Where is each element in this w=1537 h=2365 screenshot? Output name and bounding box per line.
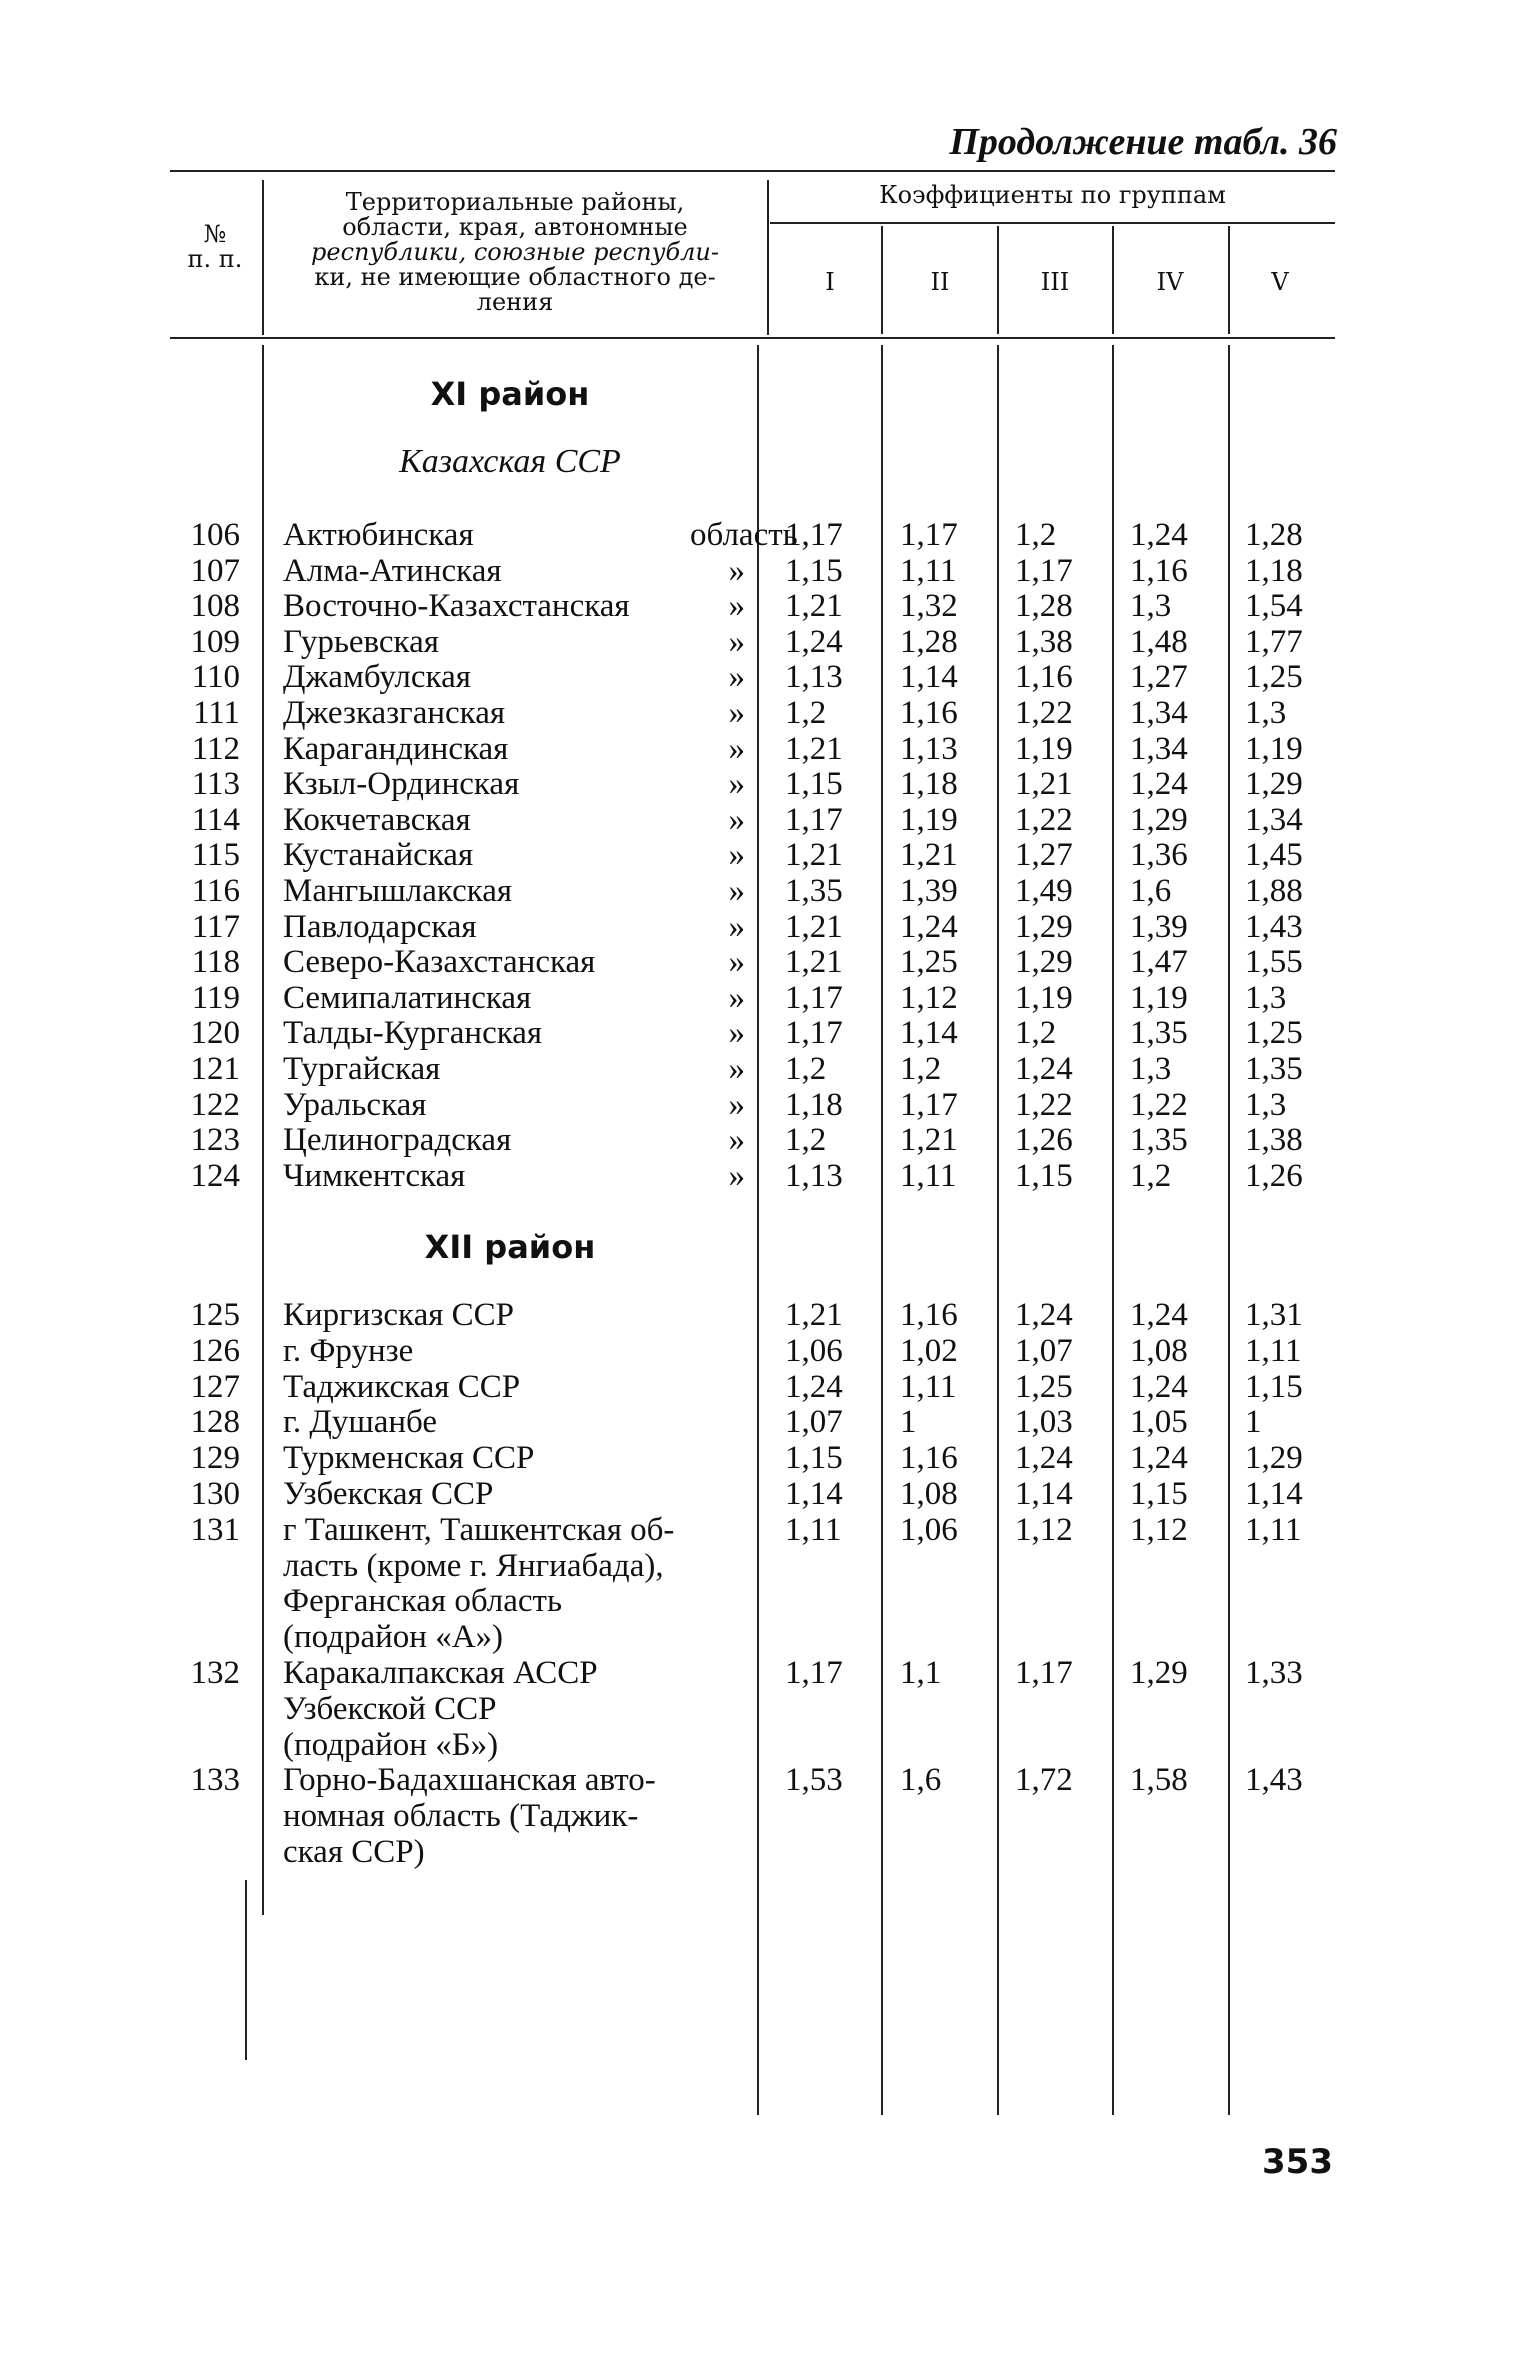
- coef-cell: 1,39: [900, 873, 958, 909]
- row-number: 133: [190, 1762, 240, 1798]
- coef-cell: 1,11: [900, 1369, 957, 1405]
- coef-cell: 1,24: [1015, 1440, 1073, 1476]
- header-coefficients: Коэффициенты по группам: [879, 181, 1226, 209]
- row-suffix: »: [728, 659, 745, 695]
- row-name: Восточно-Казахстанская: [283, 588, 630, 624]
- coef-cell: 1,24: [1015, 1051, 1073, 1087]
- header-group-5: V: [1271, 268, 1289, 296]
- coef-cell: 1,16: [900, 1440, 958, 1476]
- row-name: Актюбинская: [283, 517, 474, 553]
- row-name: Чимкентская: [283, 1158, 466, 1194]
- header-num-line2: п. п.: [187, 245, 243, 273]
- row-number: 128: [190, 1404, 240, 1440]
- header-vline-6: [1228, 226, 1230, 334]
- row-suffix: »: [728, 766, 745, 802]
- row-suffix: »: [728, 837, 745, 873]
- row-name: Семипалатинская: [283, 980, 532, 1016]
- row-name: Северо-Казахстанская: [283, 944, 596, 980]
- row-number: 116: [191, 873, 240, 909]
- row-name: Джамбулская: [283, 659, 471, 695]
- coef-cell: 1,14: [1245, 1476, 1303, 1512]
- coef-cell: 1,11: [900, 553, 957, 589]
- row-name-line: Таджикская ССР: [283, 1369, 521, 1405]
- coef-cell: 1,43: [1245, 909, 1303, 945]
- coef-cell: 1,27: [1015, 837, 1073, 873]
- row-name: Уральская: [283, 1087, 427, 1123]
- coef-cell: 1,3: [1245, 1087, 1287, 1123]
- coef-cell: 1,25: [1245, 1015, 1303, 1051]
- header-territory-line4: ки, не имеющие областного де-: [314, 263, 716, 291]
- coef-cell: 1,2: [1015, 1015, 1057, 1051]
- row-name-line: г. Фрунзе: [283, 1333, 414, 1369]
- row-name: Кокчетавская: [283, 802, 471, 838]
- coef-cell: 1,19: [1130, 980, 1188, 1016]
- row-name-line: Узбекская ССР: [283, 1476, 494, 1512]
- row-name: Кзыл-Ординская: [283, 766, 520, 802]
- row-name-line: (подрайон «А»): [283, 1619, 504, 1655]
- header-vline-1: [262, 180, 264, 335]
- row-name: Гурьевская: [283, 624, 439, 660]
- row-number: 129: [190, 1440, 240, 1476]
- row-name: Алма-Атинская: [283, 553, 502, 589]
- header-territory-line2: области, края, автономные: [342, 213, 688, 241]
- row-name: Джезказганская: [283, 695, 506, 731]
- coef-cell: 1,17: [900, 1087, 958, 1123]
- row-suffix: »: [728, 1158, 745, 1194]
- header-territory: [265, 190, 765, 315]
- coef-cell: 1,3: [1130, 1051, 1172, 1087]
- row-number: 123: [190, 1122, 240, 1158]
- coef-cell: 1,15: [785, 553, 843, 589]
- body-vline-5: [1112, 345, 1114, 2115]
- row-number: 118: [191, 944, 240, 980]
- coef-cell: 1,17: [1015, 1655, 1073, 1691]
- row-number: 107: [190, 553, 240, 589]
- coef-cell: 1,21: [785, 588, 843, 624]
- row-number: 131: [190, 1512, 240, 1548]
- header-group-1: I: [825, 268, 835, 296]
- coef-cell: 1,34: [1130, 731, 1188, 767]
- coef-cell: 1,24: [1130, 517, 1188, 553]
- row-number: 111: [192, 695, 240, 731]
- coef-cell: 1,26: [1245, 1158, 1303, 1194]
- coef-cell: 1,54: [1245, 588, 1303, 624]
- coef-cell: 1,24: [1130, 1440, 1188, 1476]
- coef-cell: 1,24: [900, 909, 958, 945]
- coef-cell: 1,11: [785, 1512, 842, 1548]
- body-vline-1: [262, 345, 264, 1915]
- coef-cell: 1,53: [785, 1762, 843, 1798]
- coef-cell: 1,11: [1245, 1512, 1302, 1548]
- coef-cell: 1,16: [900, 695, 958, 731]
- coef-cell: 1,05: [1130, 1404, 1188, 1440]
- page-number: 353: [1262, 2142, 1333, 2182]
- coef-cell: 1,18: [785, 1087, 843, 1123]
- header-bottom-rule: [170, 337, 1335, 339]
- row-number: 114: [191, 802, 240, 838]
- coef-cell: 1,13: [785, 1158, 843, 1194]
- coef-cell: 1,45: [1245, 837, 1303, 873]
- coef-cell: 1,19: [1015, 980, 1073, 1016]
- row-name-line: г. Душанбе: [283, 1404, 438, 1440]
- coef-cell: 1,58: [1130, 1762, 1188, 1798]
- row-suffix: »: [728, 1051, 745, 1087]
- coef-cell: 1,25: [1015, 1369, 1073, 1405]
- row-name: Кустанайская: [283, 837, 474, 873]
- header-num: [170, 222, 260, 272]
- coef-cell: 1,21: [900, 837, 958, 873]
- coef-cell: 1,6: [1130, 873, 1172, 909]
- row-name-line: Ферганская область: [283, 1583, 563, 1619]
- coef-cell: 1,21: [785, 837, 843, 873]
- coef-cell: 1,24: [1130, 766, 1188, 802]
- coef-cell: 1,17: [900, 517, 958, 553]
- header-vline-5: [1112, 226, 1114, 334]
- coef-cell: 1,15: [1130, 1476, 1188, 1512]
- header-territory-line3: республики, союзные республи-: [311, 238, 719, 266]
- coef-cell: 1,2: [785, 695, 827, 731]
- coef-cell: 1,29: [1130, 1655, 1188, 1691]
- coef-cell: 1,48: [1130, 624, 1188, 660]
- coef-cell: 1,11: [1245, 1333, 1302, 1369]
- header-top-rule: [170, 170, 1335, 172]
- row-name-line: (подрайон «Б»): [283, 1727, 499, 1763]
- coef-cell: 1,15: [1015, 1158, 1073, 1194]
- coef-cell: 1: [900, 1404, 917, 1440]
- coef-cell: 1,77: [1245, 624, 1303, 660]
- coef-cell: 1,88: [1245, 873, 1303, 909]
- coef-cell: 1,21: [900, 1122, 958, 1158]
- coef-cell: 1,17: [785, 980, 843, 1016]
- body-vline-4: [997, 345, 999, 2115]
- coef-cell: 1,2: [785, 1122, 827, 1158]
- row-number: 106: [190, 517, 240, 553]
- row-name-line: ласть (кроме г. Янгиабада),: [283, 1548, 664, 1584]
- row-name-line: Узбекской ССР: [283, 1691, 497, 1727]
- row-number: 113: [191, 766, 240, 802]
- coef-cell: 1,16: [900, 1297, 958, 1333]
- row-name: Талды-Курганская: [283, 1015, 543, 1051]
- coef-cell: 1,29: [1015, 944, 1073, 980]
- coef-cell: 1,19: [900, 802, 958, 838]
- row-suffix: »: [728, 802, 745, 838]
- row-number: 112: [191, 731, 240, 767]
- row-suffix: »: [728, 873, 745, 909]
- row-name-line: Горно-Бадахшанская авто-: [283, 1762, 656, 1798]
- coef-cell: 1,03: [1015, 1404, 1073, 1440]
- row-name-line: ская ССР): [283, 1834, 425, 1870]
- coef-cell: 1,02: [900, 1333, 958, 1369]
- coef-cell: 1,3: [1245, 980, 1287, 1016]
- header-vline-3: [881, 226, 883, 334]
- coef-cell: 1,26: [1015, 1122, 1073, 1158]
- coef-cell: 1,18: [1245, 553, 1303, 589]
- coef-cell: 1,34: [1245, 802, 1303, 838]
- coef-cell: 1,21: [785, 1297, 843, 1333]
- coef-cell: 1,17: [1015, 553, 1073, 589]
- row-name-line: Киргизская ССР: [283, 1297, 515, 1333]
- row-number: 120: [190, 1015, 240, 1051]
- coef-cell: 1,25: [1245, 659, 1303, 695]
- coef-cell: 1,24: [785, 624, 843, 660]
- coef-cell: 1,25: [900, 944, 958, 980]
- coef-cell: 1,14: [1015, 1476, 1073, 1512]
- coef-cell: 1,24: [1130, 1297, 1188, 1333]
- coef-cell: 1,27: [1130, 659, 1188, 695]
- row-suffix: область: [690, 517, 798, 553]
- coef-cell: 1,18: [900, 766, 958, 802]
- row-suffix: »: [728, 1122, 745, 1158]
- row-number: 110: [191, 659, 240, 695]
- coef-cell: 1,38: [1245, 1122, 1303, 1158]
- coef-cell: 1,17: [785, 802, 843, 838]
- coef-cell: 1,14: [785, 1476, 843, 1512]
- coef-cell: 1,31: [1245, 1297, 1303, 1333]
- coef-cell: 1,14: [900, 1015, 958, 1051]
- row-name-line: Каракалпакская АССР: [283, 1655, 598, 1691]
- header-vline-4: [997, 226, 999, 334]
- header-group-3: III: [1040, 268, 1070, 296]
- row-number: 122: [190, 1087, 240, 1123]
- row-number: 117: [191, 909, 240, 945]
- header-group-4: IV: [1156, 268, 1184, 296]
- row-number: 125: [190, 1297, 240, 1333]
- row-number: 109: [190, 624, 240, 660]
- coef-cell: 1,49: [1015, 873, 1073, 909]
- coef-cell: 1,24: [1015, 1297, 1073, 1333]
- coef-cell: 1,29: [1130, 802, 1188, 838]
- coef-cell: 1,21: [785, 909, 843, 945]
- coef-cell: 1,39: [1130, 909, 1188, 945]
- row-name: Павлодарская: [283, 909, 477, 945]
- row-suffix: »: [728, 624, 745, 660]
- coef-cell: 1,29: [1245, 766, 1303, 802]
- group-header-rule: [770, 222, 1335, 224]
- coef-cell: 1,17: [785, 1655, 843, 1691]
- row-number: 132: [190, 1655, 240, 1691]
- section-xi-title: XI район: [430, 375, 590, 413]
- coef-cell: 1,17: [785, 1015, 843, 1051]
- coef-cell: 1,38: [1015, 624, 1073, 660]
- coef-cell: 1,28: [1245, 517, 1303, 553]
- row-number: 108: [190, 588, 240, 624]
- coef-cell: 1,32: [900, 588, 958, 624]
- row-suffix: »: [728, 909, 745, 945]
- coef-cell: 1,12: [1130, 1512, 1188, 1548]
- coef-cell: 1,06: [785, 1333, 843, 1369]
- coef-cell: 1,21: [785, 731, 843, 767]
- coef-cell: 1,21: [785, 944, 843, 980]
- row-number: 130: [190, 1476, 240, 1512]
- row-suffix: »: [728, 1015, 745, 1051]
- row-suffix: »: [728, 1087, 745, 1123]
- row-name: Целиноградская: [283, 1122, 512, 1158]
- row-suffix: »: [728, 588, 745, 624]
- coef-cell: 1,14: [900, 659, 958, 695]
- row-name-line: г Ташкент, Ташкентская об-: [283, 1512, 675, 1548]
- coef-cell: 1,16: [1130, 553, 1188, 589]
- coef-cell: 1,35: [1130, 1015, 1188, 1051]
- coef-cell: 1,15: [1245, 1369, 1303, 1405]
- body-vline-left: [245, 1880, 247, 2060]
- coef-cell: 1,35: [1130, 1122, 1188, 1158]
- coef-cell: 1,2: [900, 1051, 942, 1087]
- coef-cell: 1,22: [1015, 1087, 1073, 1123]
- coef-cell: 1,43: [1245, 1762, 1303, 1798]
- coef-cell: 1,29: [1015, 909, 1073, 945]
- row-suffix: »: [728, 944, 745, 980]
- row-name: Карагандинская: [283, 731, 509, 767]
- coef-cell: 1,15: [785, 1440, 843, 1476]
- coef-cell: 1,3: [1130, 588, 1172, 624]
- coef-cell: 1,21: [1015, 766, 1073, 802]
- coef-cell: 1,33: [1245, 1655, 1303, 1691]
- row-suffix: »: [728, 731, 745, 767]
- row-number: 121: [190, 1051, 240, 1087]
- coef-cell: 1,34: [1130, 695, 1188, 731]
- coef-cell: 1,24: [785, 1369, 843, 1405]
- coef-cell: 1,15: [785, 766, 843, 802]
- coef-cell: 1,28: [1015, 588, 1073, 624]
- coef-cell: 1,13: [900, 731, 958, 767]
- coef-cell: 1,6: [900, 1762, 942, 1798]
- row-name-line: номная область (Таджик-: [283, 1798, 639, 1834]
- row-name: Тургайская: [283, 1051, 441, 1087]
- coef-cell: 1,28: [900, 624, 958, 660]
- coef-cell: 1,35: [1245, 1051, 1303, 1087]
- row-suffix: »: [728, 980, 745, 1016]
- row-name-line: Туркменская ССР: [283, 1440, 535, 1476]
- coef-cell: 1,06: [900, 1512, 958, 1548]
- coef-cell: 1,12: [1015, 1512, 1073, 1548]
- section-xi-subtitle: Казахская ССР: [399, 443, 621, 480]
- coef-cell: 1,22: [1130, 1087, 1188, 1123]
- row-number: 126: [190, 1333, 240, 1369]
- coef-cell: 1,2: [1015, 517, 1057, 553]
- section-xii-title: XII район: [424, 1228, 596, 1266]
- coef-cell: 1,2: [1130, 1158, 1172, 1194]
- header-territory-line5: ления: [476, 288, 554, 316]
- header-territory-line1: Территориальные районы,: [345, 188, 685, 216]
- coef-cell: 1,47: [1130, 944, 1188, 980]
- coef-cell: 1,36: [1130, 837, 1188, 873]
- coef-cell: 1,07: [785, 1404, 843, 1440]
- body-vline-6: [1228, 345, 1230, 2115]
- coef-cell: 1,19: [1015, 731, 1073, 767]
- coef-cell: 1,24: [1130, 1369, 1188, 1405]
- coef-cell: 1,19: [1245, 731, 1303, 767]
- row-number: 127: [190, 1369, 240, 1405]
- coef-cell: 1,22: [1015, 695, 1073, 731]
- row-suffix: »: [728, 553, 745, 589]
- row-number: 115: [191, 837, 240, 873]
- coef-cell: 1,22: [1015, 802, 1073, 838]
- coef-cell: 1,12: [900, 980, 958, 1016]
- row-number: 119: [191, 980, 240, 1016]
- coef-cell: 1,1: [900, 1655, 942, 1691]
- coef-cell: 1,16: [1015, 659, 1073, 695]
- body-vline-3: [881, 345, 883, 2115]
- coef-cell: 1,29: [1245, 1440, 1303, 1476]
- row-number: 124: [190, 1158, 240, 1194]
- coef-cell: 1: [1245, 1404, 1262, 1440]
- coef-cell: 1,72: [1015, 1762, 1073, 1798]
- row-name: Мангышлакская: [283, 873, 513, 909]
- coef-cell: 1,17: [785, 517, 843, 553]
- coef-cell: 1,08: [900, 1476, 958, 1512]
- coef-cell: 1,13: [785, 659, 843, 695]
- coef-cell: 1,08: [1130, 1333, 1188, 1369]
- coef-cell: 1,11: [900, 1158, 957, 1194]
- header-group-2: II: [930, 268, 950, 296]
- coef-cell: 1,3: [1245, 695, 1287, 731]
- table-caption: Продолжение табл. 36: [949, 121, 1337, 163]
- coef-cell: 1,35: [785, 873, 843, 909]
- coef-cell: 1,2: [785, 1051, 827, 1087]
- header-vline-2: [767, 180, 769, 335]
- coef-cell: 1,55: [1245, 944, 1303, 980]
- coef-cell: 1,07: [1015, 1333, 1073, 1369]
- header-num-line1: №: [203, 220, 227, 248]
- row-suffix: »: [728, 695, 745, 731]
